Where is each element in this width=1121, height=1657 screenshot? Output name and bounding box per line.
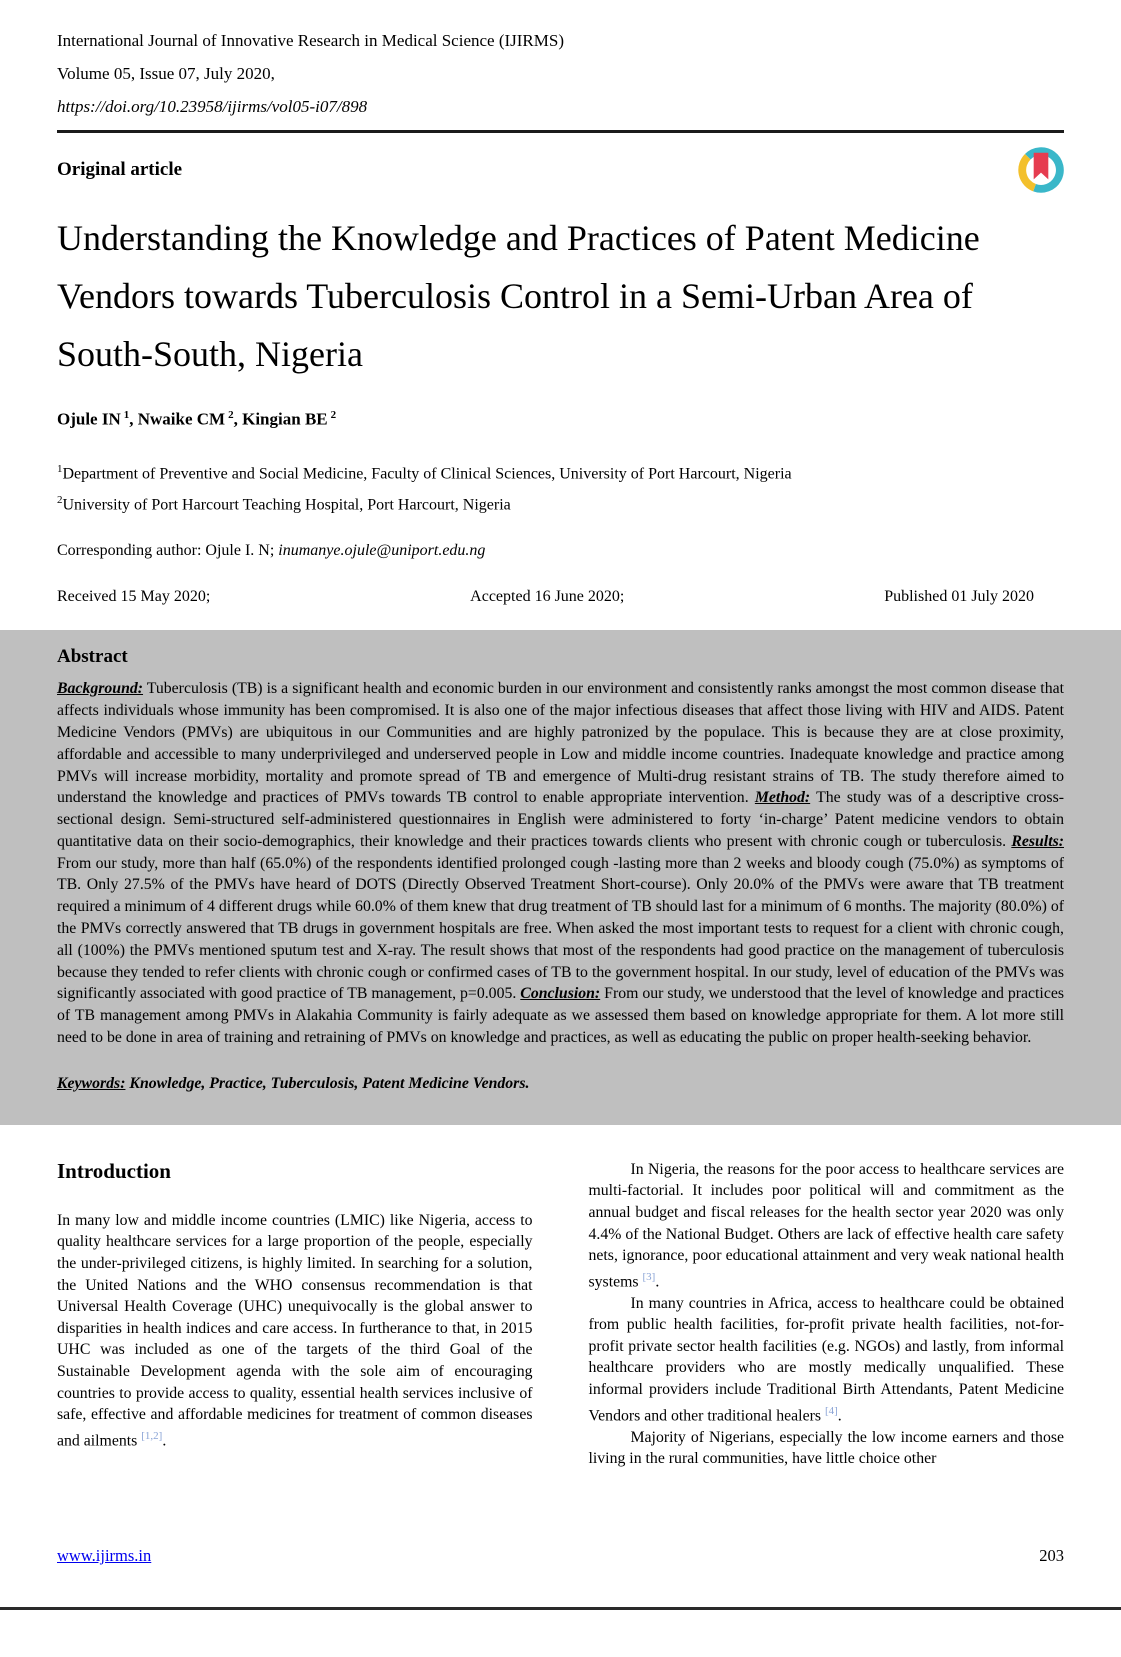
author-name: Kingian BE [242,409,328,429]
abstract-label-conclusion: Conclusion: [520,985,601,1003]
dates-row [57,588,1064,606]
article-type-row [57,147,1064,193]
affiliation-superscript: 2 [57,493,63,506]
journal-name: International Journal of Innovative Research in Medical Science (IJIRMS) [57,31,565,50]
author-name: Ojule IN [57,409,121,429]
header-divider [57,130,1064,133]
received-date: Received 15 May 2020; [57,588,211,606]
authors-line: Ojule IN $^1$, Nwaike CM $^2$, Kingian BE $^2$ [57,409,337,429]
article-type-label: Original article [57,159,183,180]
journal-issue-line: Volume 05, Issue 07, July 2020, [57,64,275,83]
abstract-label-results: Results: [1011,832,1064,850]
page-number: 203 [1039,1546,1064,1565]
author-superscript: 2 [330,409,337,421]
introduction-section [57,1159,1064,1470]
published-date: Published 01 July 2020 [884,588,1034,606]
intro-right-column [589,1159,1065,1470]
abstract-heading: Abstract [57,646,128,668]
citation-ref[interactable]: [3] [642,1270,656,1283]
abstract-label-background: Background: [57,680,144,698]
footer-site-link[interactable]: www.ijirms.in [57,1546,152,1565]
accepted-date: Accepted 16 June 2020; [470,588,625,606]
author-superscript: 1 [123,409,130,421]
citation-ref[interactable]: [1,2] [141,1429,163,1442]
affiliations-block [57,456,1064,519]
intro-paragraph: Majority of Nigerians, especially the low income earners and those living in the rural communities, have little choice other [588,1428,1064,1468]
corresponding-email-link[interactable]: inumanye.ojule@uniport.edu.ng [278,542,486,560]
page-footer [57,1546,1064,1566]
affiliation-line: $^1$Department of Preventive and Social Medicine, Faculty of Clinical Sciences, University of Port Harcourt, Nigeria [57,462,792,482]
introduction-heading: Introduction [57,1158,171,1183]
intro-left-column [57,1159,533,1470]
intro-paragraph: In many countries in Africa, access to healthcare could be obtained from public health facilities, for-profit private health facilities, not-for-profit private sector health facilities (e.g. NGOs) and lastly, from informal healthcare providers who are mostly medically unqualified. These informal providers include Traditional Birth Attendants, Patent Medicine Vendors and other traditional healers [4]. [588,1294,1064,1424]
doi-link[interactable]: https://doi.org/10.23958/ijirms/vol05-i07/898 [57,97,368,116]
intro-paragraph: In Nigeria, the reasons for the poor access to healthcare services are multi-factorial. It includes poor political will and commitment as the annual budget and fiscal releases for the health sector year 2020 was only 4.4% of the National Budget. Others are lack of effective health care safety nets, ignorance, poor educational attainment and very weak national health systems [3]. [588,1160,1064,1291]
abstract-label-method: Method: [754,789,811,807]
article-title: Understanding the Knowledge and Practices of Patent Medicine Vendors towards Tuberculosis Control in a Semi-Urban Area of South-South, Nigeria [57,218,980,374]
journal-bookmark-logo-icon [1018,147,1064,193]
affiliation-superscript: 1 [57,462,63,475]
affiliation-line: $^2$University of Port Harcourt Teaching Hospital, Port Harcourt, Nigeria [57,493,511,514]
corresponding-author-line: Corresponding author: Ojule I. N; inumanye.ojule@uniport.edu.ng [57,542,486,560]
intro-paragraph: In many low and middle income countries (LMIC) like Nigeria, access to quality healthcare services for a large proportion of the people, especially the under-privileged citizens, is highly limited. In searching for a solution, the United Nations and the WHO consensus recommendation is that Universal Health Coverage (UHC) unequivocally is the global answer to disparities in health indices and care access. In furtherance to that, in 2015 UHC was included as one of the targets of the third Goal of the Sustainable Development agenda with the sole aim of encouraging countries to provide access to quality, essential health services inclusive of safe, effective and affordable medicines for treatment of common diseases and ailments [1,2]. [57,1211,533,1450]
author-name: Nwaike CM [137,409,226,429]
abstract-section [0,630,1121,1125]
keywords-label: Keywords: [57,1074,126,1092]
abstract-text: Background: Tuberculosis (TB) is a significant health and economic burden in our environment and consistently ranks amongst the most common disease that affects individuals whose immunity has been compromised. It is also one of the major infectious diseases that affect those living with HIV and AIDS. Patent Medicine Vendors (PMVs) are ubiquitous in our Communities and are highly patronized by the populace. This is because they are at close proximity, affordable and accessible to many underprivileged and underserved people in Low and middle income countries. Inadequate knowledge and practice among PMVs will increase morbidity, mortality and promote spread of TB and emergence of Multi-drug resistant strains of TB. The study therefore aimed to understand the knowledge and practices of PMVs towards TB control to enable appropriate intervention. Method: The study was of a descriptive cross-sectional design. Semi-structured self-administered questionnaires in English were administered to forty ‘in-charge’ Patent medicine vendors to obtain quantitative data on their socio-demographics, their knowledge and their practices towards clients who present with chronic cough or tuberculosis. Results: From our study, more than half (65.0%) of the respondents identified prolonged cough -lasting more than 2 weeks and bloody cough (75.0%) as symptoms of TB. Only 27.5% of the PMVs have heard of DOTS (Directly Observed Treatment Short-course). Only 20.0% of the PMVs were aware that TB treatment required a minimum of 4 different drugs while 60.0% of them knew that drug treatment of TB should last for a minimum of 6 months. The majority (80.0%) of the PMVs correctly answered that TB drugs in government hospitals are free. When asked the most important tests to request for a client with chronic cough, all (100%) the PMVs mentioned sputum test and X-ray. The result shows that most of the respondents had good practice on the management of tuberculosis because they tended to refer clients with chronic cough or confirmed cases of TB to the government hospital. In our study, level of education of the PMVs was significantly associated with good practice of TB management, p=0.005. Conclusion: From our study, we understood that the level of knowledge and practices of TB management among PMVs in Alakahia Community is fairly adequate as we assessed them based on knowledge appropriate for them. A lot more still need to be done in area of training and retraining of PMVs on knowledge and practices, as well as educating the public on proper health-seeking behavior. [57,680,1064,1047]
journal-masthead [57,24,1064,123]
author-superscript: 2 [228,409,234,421]
citation-ref[interactable]: [4] [824,1404,838,1417]
keywords-line: Keywords: Knowledge, Practice, Tuberculosis, Patent Medicine Vendors. [57,1074,530,1092]
footer-divider [0,1607,1121,1610]
